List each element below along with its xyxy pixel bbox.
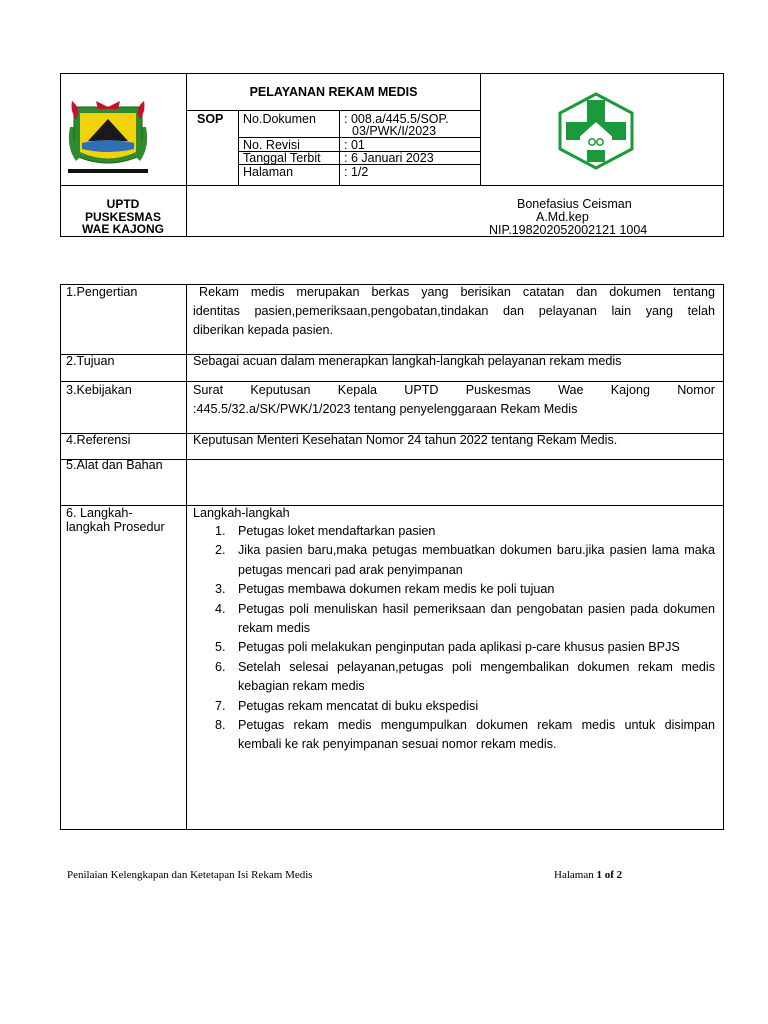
referensi-text: Keputusan Menteri Kesehatan Nomor 24 tahun 2022 tentang Rekam Medis. bbox=[193, 433, 618, 447]
footer-page-total: 2 bbox=[616, 869, 623, 881]
step-text: Petugas membawa dokumen rekam medis ke poli tujuan bbox=[238, 582, 555, 597]
procedure-step bbox=[193, 716, 715, 755]
kebijakan-label: 3.Kebijakan bbox=[66, 383, 132, 397]
step-text: Setelah selesai pelayanan,petugas poli mengembalikan dokumen rekam medis kebagian rekam medis bbox=[238, 659, 715, 694]
procedure-step bbox=[193, 697, 715, 716]
org-line-3: WAE KAJONG bbox=[81, 222, 164, 236]
step-number: 4. bbox=[215, 601, 226, 616]
page-value: : 1/2 bbox=[344, 165, 369, 179]
signatory-title: A.Md.kep bbox=[536, 210, 589, 224]
footer-page-current: 1 bbox=[596, 869, 602, 881]
doc-number-value: : 008.a/445.5/SOP. bbox=[344, 112, 449, 126]
issue-date-value: : 6 Januari 2023 bbox=[344, 151, 434, 165]
step-text: Petugas loket mendaftarkan pasien bbox=[238, 524, 436, 538]
step-number: 3. bbox=[215, 582, 226, 597]
document-title: PELAYANAN REKAM MEDIS bbox=[249, 85, 418, 99]
step-text: Petugas poli melakukan penginputan pada aplikasi p-care khusus pasien BPJS bbox=[238, 640, 680, 655]
langkah-label-line-1: 6. Langkah- bbox=[66, 506, 133, 520]
kebijakan-line-2: :445.5/32.a/SK/PWK/1/2023 tentang penyelenggaraan Rekam Medis bbox=[193, 402, 578, 416]
step-number: 2. bbox=[215, 543, 226, 558]
pengertian-line-1: Rekam medis merupakan berkas yang berisikan catatan dan dokumen tentang bbox=[199, 285, 715, 299]
tujuan-label: 2.Tujuan bbox=[66, 354, 115, 368]
step-number: 8. bbox=[215, 718, 226, 733]
procedure-step bbox=[193, 658, 715, 697]
org-line-2: PUSKESMAS bbox=[84, 210, 161, 224]
step-number: 5. bbox=[215, 640, 226, 655]
step-number: 1. bbox=[215, 524, 226, 538]
doc-number-value-cont: 03/PWK/I/2023 bbox=[352, 124, 437, 138]
step-text: Petugas rekam medis mengumpulkan dokumen rekam medis untuk disimpan kembali ke rak penyimpanan sesuai nomor rekam medis. bbox=[238, 718, 715, 752]
step-number: 6. bbox=[215, 659, 226, 674]
doc-number-label: No.Dokumen bbox=[243, 112, 316, 126]
regency-emblem-icon bbox=[66, 97, 150, 175]
procedure-steps bbox=[193, 522, 715, 755]
step-text: Jika pasien baru,maka petugas membuatkan dokumen baru.jika pasien lama maka petugas mencari pad arak penyimpanan bbox=[238, 543, 715, 577]
revision-label: No. Revisi bbox=[243, 138, 300, 152]
tujuan-text: Sebagai acuan dalam menerapkan langkah-langkah pelayanan rekam medis bbox=[193, 354, 622, 368]
footer-left: Penilaian Kelengkapan dan Ketetapan Isi Rekam Medis bbox=[67, 869, 313, 881]
procedure-step bbox=[193, 541, 715, 580]
langkah-heading: Langkah-langkah bbox=[193, 506, 290, 520]
org-line-1: UPTD bbox=[106, 197, 140, 211]
pengertian-label: 1.Pengertian bbox=[66, 285, 138, 299]
step-number: 7. bbox=[215, 698, 226, 713]
page-label: Halaman bbox=[243, 165, 294, 179]
sop-label: SOP bbox=[197, 112, 224, 126]
signatory-nip: NIP.198202052002121 1004 bbox=[489, 223, 648, 237]
signatory-name: Bonefasius Ceisman bbox=[517, 197, 632, 211]
step-text: Petugas poli menuliskan hasil pemeriksaan dan pengobatan pasien pada dokumen rekam medis bbox=[238, 601, 715, 636]
revision-value: : 01 bbox=[344, 138, 365, 152]
puskesmas-logo-icon bbox=[556, 92, 636, 170]
pengertian-line-3: diberikan kepada pasien. bbox=[193, 323, 334, 337]
procedure-step bbox=[193, 522, 715, 541]
langkah-label-line-2: langkah Prosedur bbox=[66, 520, 165, 534]
procedure-step bbox=[193, 638, 715, 657]
step-text: Petugas rekam mencatat di buku ekspedisi bbox=[238, 698, 479, 713]
issue-date-label: Tanggal Terbit bbox=[243, 151, 321, 165]
pengertian-line-2: identitas pasien,pemeriksaan,pengobatan,tindakan dan pelayanan lain yang telah bbox=[193, 304, 715, 318]
procedure-step bbox=[193, 580, 715, 599]
alat-label: 5.Alat dan Bahan bbox=[66, 458, 163, 472]
kebijakan-line-1: Surat Keputusan Kepala UPTD Puskesmas Wae Kajong Nomor bbox=[193, 383, 715, 397]
procedure-step bbox=[193, 600, 715, 639]
footer-page-of: of bbox=[601, 869, 617, 881]
referensi-label: 4.Referensi bbox=[66, 433, 131, 447]
footer-page-number bbox=[554, 869, 622, 881]
footer-page-prefix: Halaman bbox=[554, 869, 597, 881]
